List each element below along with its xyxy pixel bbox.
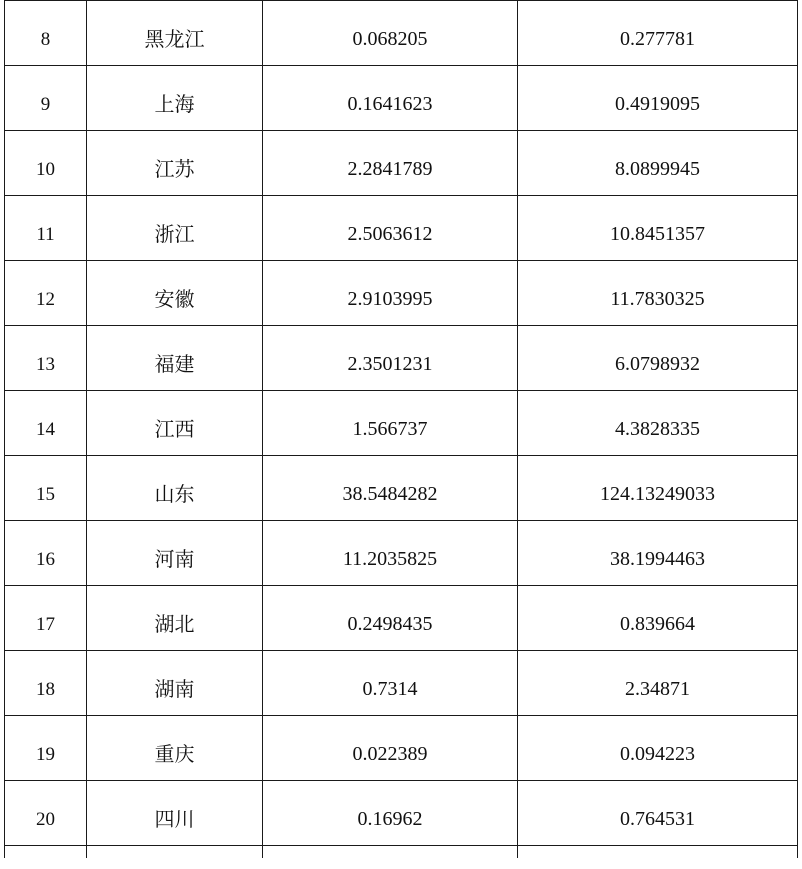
value-b-cell: 0.4919095 <box>518 66 798 131</box>
value-b-cell: 11.7830325 <box>518 261 798 326</box>
row-index-cell: 20 <box>5 781 87 846</box>
table-row <box>5 131 798 196</box>
value-a-cell: 11.2035825 <box>263 521 518 586</box>
row-index-cell: 13 <box>5 326 87 391</box>
table-row <box>5 521 798 586</box>
value-b-cell: 124.13249033 <box>518 456 798 521</box>
table-row <box>5 586 798 651</box>
row-index-cell: 15 <box>5 456 87 521</box>
value-a-cell: 38.5484282 <box>263 456 518 521</box>
region-cell: 黑龙江 <box>87 1 263 66</box>
region-cell: 上海 <box>87 66 263 131</box>
value-a-cell: 0.022389 <box>263 716 518 781</box>
row-index-cell: 19 <box>5 716 87 781</box>
value-b-cell: 10.8451357 <box>518 196 798 261</box>
table-row <box>5 66 798 131</box>
table-row <box>5 391 798 456</box>
value-b-cell: 38.1994463 <box>518 521 798 586</box>
value-b-cell: 0.764531 <box>518 781 798 846</box>
value-b-cell: 0.277781 <box>518 1 798 66</box>
table-row <box>5 456 798 521</box>
value-a-cell: 0.7314 <box>263 651 518 716</box>
empty-cell <box>263 846 518 858</box>
value-a-cell: 2.5063612 <box>263 196 518 261</box>
value-a-cell: 0.068205 <box>263 1 518 66</box>
empty-cell <box>518 846 798 858</box>
region-cell: 福建 <box>87 326 263 391</box>
row-index-cell: 16 <box>5 521 87 586</box>
value-a-cell: 2.2841789 <box>263 131 518 196</box>
value-b-cell: 6.0798932 <box>518 326 798 391</box>
table-row <box>5 326 798 391</box>
empty-cell <box>5 846 87 858</box>
row-index-cell: 10 <box>5 131 87 196</box>
region-cell: 重庆 <box>87 716 263 781</box>
row-index-cell: 9 <box>5 66 87 131</box>
region-cell: 湖北 <box>87 586 263 651</box>
value-b-cell: 4.3828335 <box>518 391 798 456</box>
empty-cell <box>87 846 263 858</box>
value-b-cell: 8.0899945 <box>518 131 798 196</box>
table-row <box>5 1 798 66</box>
value-b-cell: 2.34871 <box>518 651 798 716</box>
region-cell: 浙江 <box>87 196 263 261</box>
row-index-cell: 14 <box>5 391 87 456</box>
region-cell: 安徽 <box>87 261 263 326</box>
value-a-cell: 0.2498435 <box>263 586 518 651</box>
data-table <box>4 0 798 858</box>
value-b-cell: 0.839664 <box>518 586 798 651</box>
value-a-cell: 0.16962 <box>263 781 518 846</box>
table-row <box>5 716 798 781</box>
region-cell: 四川 <box>87 781 263 846</box>
table-row-partial <box>5 846 798 858</box>
value-a-cell: 1.566737 <box>263 391 518 456</box>
region-cell: 江西 <box>87 391 263 456</box>
value-a-cell: 2.3501231 <box>263 326 518 391</box>
table-row <box>5 651 798 716</box>
row-index-cell: 17 <box>5 586 87 651</box>
table-row <box>5 196 798 261</box>
region-cell: 湖南 <box>87 651 263 716</box>
region-cell: 江苏 <box>87 131 263 196</box>
row-index-cell: 11 <box>5 196 87 261</box>
row-index-cell: 18 <box>5 651 87 716</box>
region-cell: 河南 <box>87 521 263 586</box>
table-row <box>5 261 798 326</box>
region-cell: 山东 <box>87 456 263 521</box>
value-b-cell: 0.094223 <box>518 716 798 781</box>
row-index-cell: 8 <box>5 1 87 66</box>
table-row <box>5 781 798 846</box>
value-a-cell: 0.1641623 <box>263 66 518 131</box>
value-a-cell: 2.9103995 <box>263 261 518 326</box>
row-index-cell: 12 <box>5 261 87 326</box>
